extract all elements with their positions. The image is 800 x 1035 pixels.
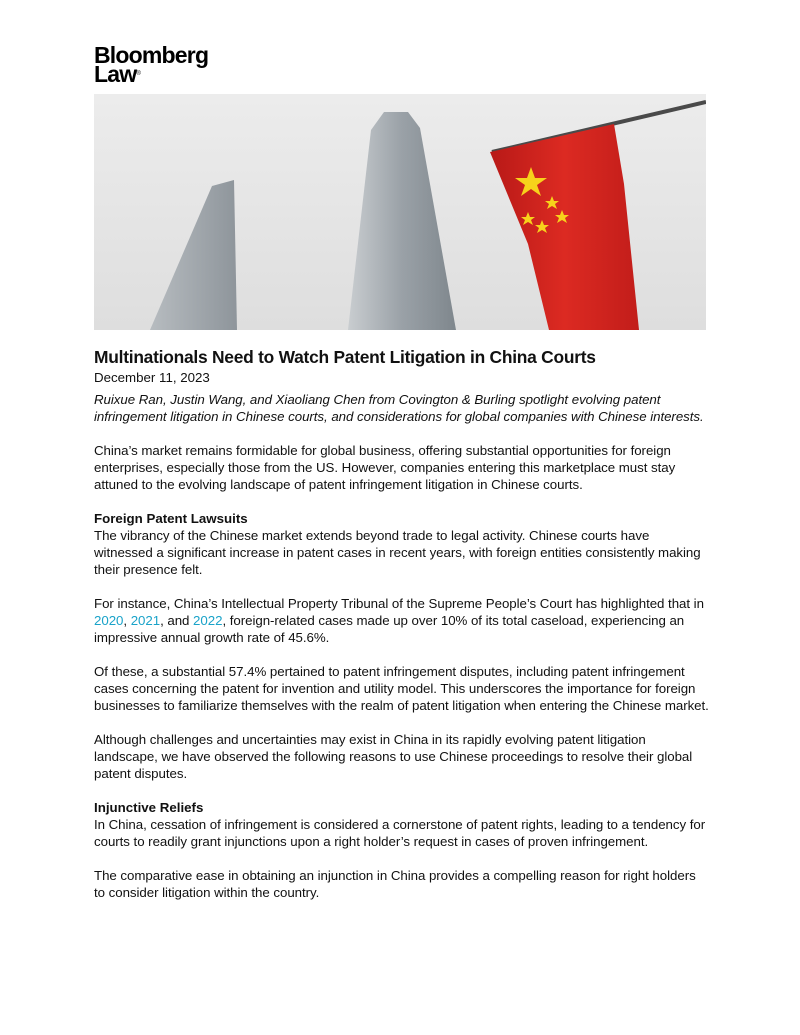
link-2020[interactable]: 2020 [94, 613, 124, 628]
registered-mark: ® [136, 71, 141, 77]
paragraph-comparative-ease: The comparative ease in obtaining an injunction in China provides a compelling reason for right holders to consider litigation within the country. [94, 868, 696, 900]
spacer [94, 646, 710, 663]
heading-injunctive-reliefs: Injunctive Reliefs [94, 800, 204, 815]
heading-foreign-patent-lawsuits: Foreign Patent Lawsuits [94, 511, 248, 526]
logo-line-2: Law® [94, 61, 141, 87]
article [94, 346, 710, 901]
paragraph-challenges: Although challenges and uncertainties may exist in China in its rapidly evolving patent litigation landscape, we have observed the following reasons to use Chinese proceedings to resolve their global patent disputes. [94, 732, 693, 781]
link-2022[interactable]: 2022 [193, 613, 223, 628]
spacer [94, 782, 710, 799]
article-date: December 11, 2023 [94, 370, 210, 385]
paragraph-intro: China’s market remains formidable for global business, offering substantial opportunities for foreign enterprises, especially those from the US. However, companies entering this marketplace must stay attuned to the evolving landscape of patent infringement litigation in Chinese courts. [94, 443, 676, 492]
paragraph-vibrancy: The vibrancy of the Chinese market extends beyond trade to legal activity. Chinese courts have witnessed a significant increase in patent cases in recent years, with foreign entities consistently making their presence felt. [94, 528, 701, 577]
spacer [94, 578, 710, 595]
link-2021[interactable]: 2021 [130, 613, 161, 628]
paragraph-cessation: In China, cessation of infringement is considered a cornerstone of patent rights, leading to a tendency for courts to readily grant injunctions upon a right holder’s request in cases of proven infringement. [94, 817, 706, 849]
bloomberg-law-logo [94, 42, 209, 87]
china-flag-skyline-image [94, 94, 706, 330]
article-title: Multinationals Need to Watch Patent Litigation in China Courts [94, 347, 596, 367]
spacer [94, 493, 710, 510]
paragraph-substantial: Of these, a substantial 57.4% pertained to patent infringement disputes, including patent infringement cases concerning the patent for invention and utility model. This underscores the importance for foreign businesses to familiarize themselves with the realm of patent litigation when entering the Chinese market. [94, 664, 709, 713]
hero-image [94, 94, 706, 330]
paragraph-tribunal: For instance, China’s Intellectual Property Tribunal of the Supreme People’s Court has highlighted that in 2020, 2021, and 2022, foreign-related cases made up over 10% of its total caseload, experiencing an impressive annual growth rate of 45.6%. [94, 596, 704, 645]
spacer [94, 850, 710, 867]
spacer [94, 425, 710, 442]
article-deck: Ruixue Ran, Justin Wang, and Xiaoliang Chen from Covington & Burling spotlight evolving patent infringement litigation in Chinese courts, and considerations for global companies with Chinese interests. [94, 392, 704, 424]
spacer [94, 714, 710, 731]
logo-line-1: Bloomberg [94, 42, 209, 68]
